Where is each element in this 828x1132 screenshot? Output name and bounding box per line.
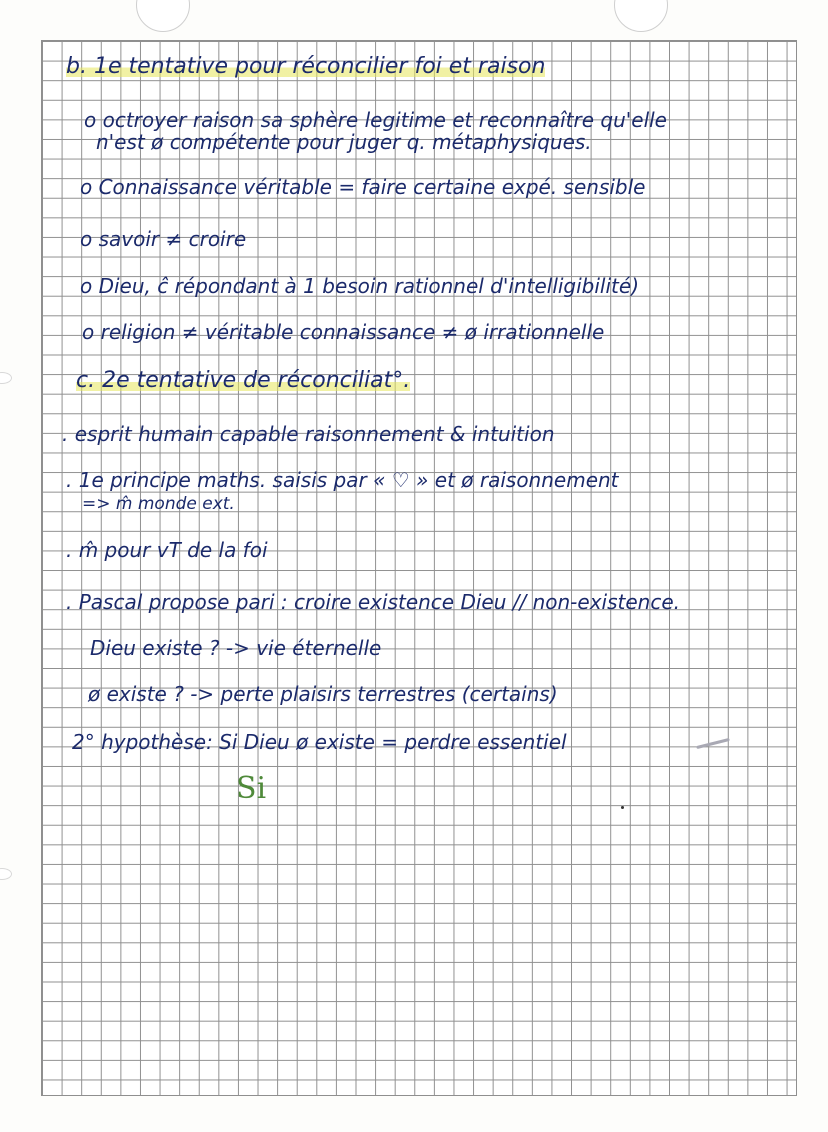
margin-notch-top [0,372,12,384]
note-line-principe: . 1e principe maths. saisis par « ♡ » et ø raisonnement [66,468,619,492]
note-line-esprit: . esprit humain capable raisonnement & intuition [62,422,555,446]
note-line-foi: . m̂ pour vT de la foi [66,538,268,562]
note-line-pascal: . Pascal propose pari : croire existence Dieu // non-existence. [66,590,680,614]
note-line-connaissance: o Connaissance véritable = faire certaine expé. sensible [80,175,646,199]
note-line-perte: ø existe ? -> perte plaisirs terrestres (certains) [88,682,558,706]
section-c-heading [76,370,410,392]
note-line-religion: o religion ≠ véritable connaissance ≠ ø irrationnelle [82,320,605,344]
note-line-vie: Dieu existe ? -> vie éternelle [90,636,382,660]
note-line-octroyer: o octroyer raison sa sphère legitime et reconnaître qu'elle [84,108,667,132]
note-line-hypothese: 2° hypothèse: Si Dieu ø existe = perdre essentiel [72,730,567,754]
green-annotation: Si [236,771,267,806]
section-b-heading [66,56,545,78]
section-c-heading-text: c. 2e tentative de réconciliat°. [76,368,411,393]
note-line-savoir: o savoir ≠ croire [80,227,247,251]
section-b-heading-text: b. 1e tentative pour réconcilier foi et raison [66,54,546,79]
margin-notch-bottom [0,868,12,880]
note-line-monde: => m̂ monde ext. [82,494,235,514]
note-line-competente: n'est ø compétente pour juger q. métaphysiques. [96,130,592,154]
binder-hole-right [614,0,668,32]
binder-hole-left [136,0,190,32]
note-line-dieu: o Dieu, ĉ répondant à 1 besoin rationnel d'intelligibilité) [80,274,639,298]
ink-dot [621,806,624,809]
